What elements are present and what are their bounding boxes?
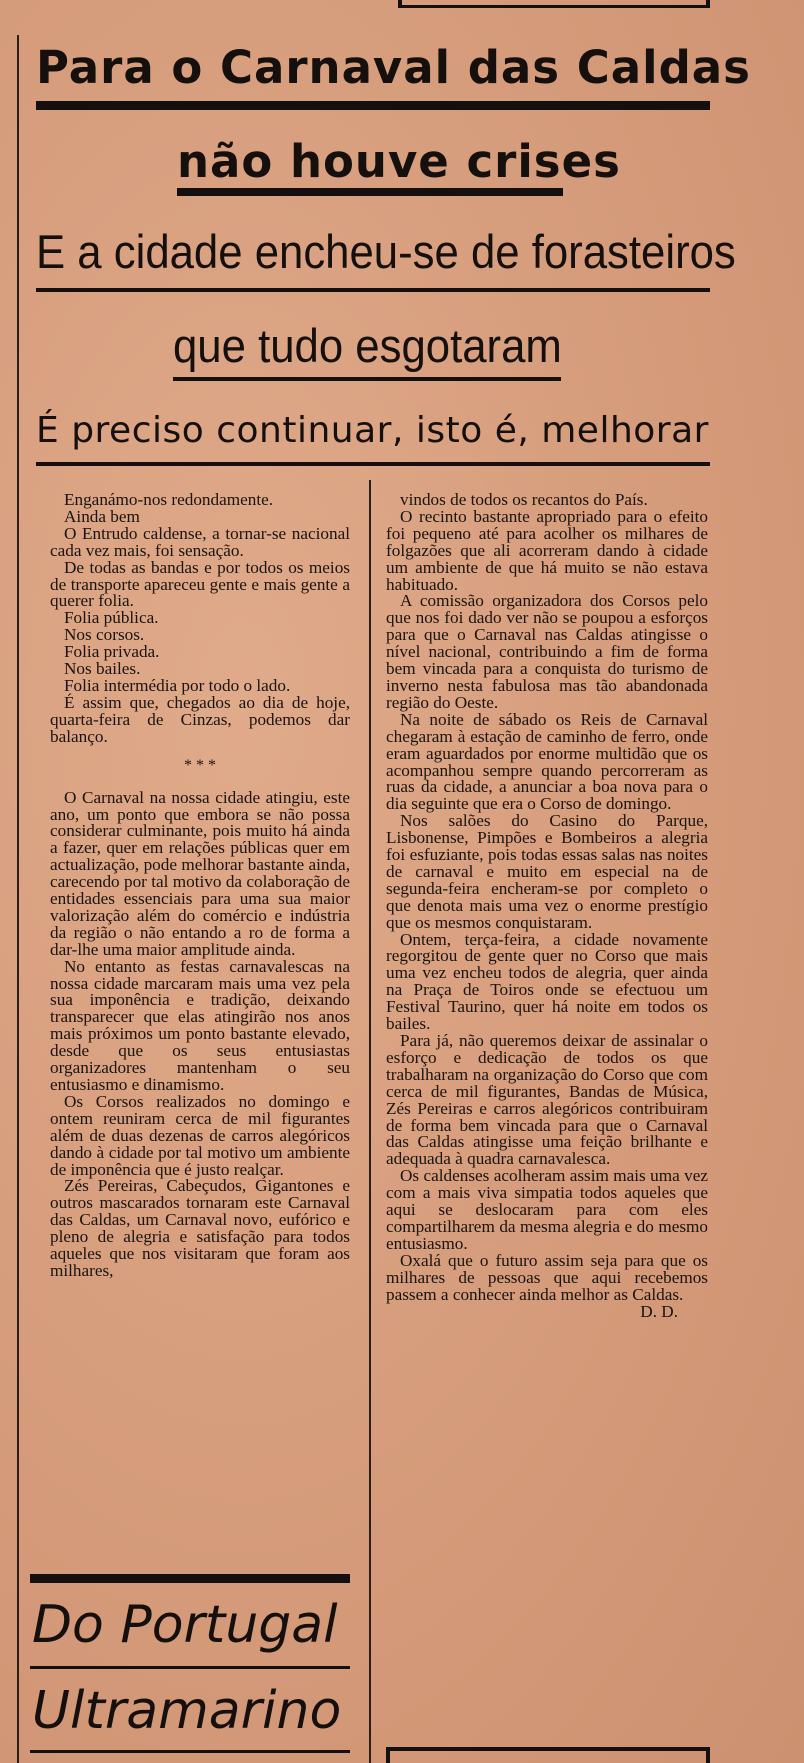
right-paragraph: Ontem, terça-feira, a cidade novamente regorgitou de gente quer no Corso que mais uma vez encheu todos de alegria, quer ainda na Praça de Toiros onde se efectuou um Festival Taurino, quer há noite em todos os bailes.: [386, 929, 708, 1034]
left-paragraph: Os Corsos realizados no domingo e ontem reuniram cerca de mil figurantes além de duas dezenas de carros alegóricos dando à cidade por tal motivo um ambiente de imponência que é justo realçar.: [50, 1091, 350, 1179]
headline-rule-2: [177, 188, 563, 196]
top-frame-right: [706, 0, 710, 8]
subhead-rule-1: [36, 288, 710, 292]
left-paragraph: Nos corsos.: [64, 625, 145, 645]
bottom-frame-left: [386, 1747, 390, 1763]
next-article-title-1: Do Portugal: [32, 1595, 338, 1655]
subhead-line-1: E a cidade encheu-se de forasteiros: [36, 225, 736, 278]
left-paragraph: O Carnaval na nossa cidade atingiu, este ano, um ponto que embora se não possa considerar culminante, pois muito há ainda a fazer, quer em relações públicas quer em actualização, pode melhorar bastante ainda, carecendo por tal motivo da colaboração de entidades essenciais para uma sua maior valorização além do comércio e indústria da região o não entando a ro de forma a dar-lhe uma maior amplitude ainda.: [50, 787, 350, 959]
left-paragraph: Zés Pereiras, Cabeçudos, Gigantones e outros mascarados tornaram este Carnaval das Caldas, um Carnaval novo, eufórico e pleno de alegria e satisfação para todos aqueles que nos visitaram que foram aos milhares,: [50, 1176, 350, 1280]
bottom-frame-right: [706, 1747, 710, 1763]
next-article-title-2: Ultramarino: [32, 1681, 342, 1741]
right-paragraph: vindos de todos os recantos do País.: [400, 490, 648, 509]
right-paragraph: Nos salões do Casino do Parque, Lisbonense, Pimpões e Bombeiros a alegria foi esfuziante, pois todas essas salas nas noites de carnaval e muito em especial na de segunda-feira encheram-se por completo o que denota mais uma vez o enorme prestígio que os mesmos conquistaram.: [386, 811, 708, 932]
tagline: É preciso continuar, isto é, melhorar: [36, 410, 709, 451]
tagline-rule: [36, 462, 710, 466]
top-frame-bottom: [398, 5, 710, 8]
right-paragraph: Oxalá que o futuro assim seja para que os milhares de pessoas que aqui recebemos passem a conhecer ainda melhor as Caldas.: [386, 1250, 708, 1304]
right-paragraph: Na noite de sábado os Reis de Carnaval chegaram à estação de caminho de ferro, onde eram aguardados por enorme multidão que os acompanhou sempre quando percorreram as ruas da cidade, a anunciar a boa nova para o dia seguinte que era o Corso de domingo.: [386, 709, 708, 814]
left-paragraph: Folia intermédia por todo o lado.: [64, 675, 291, 695]
subhead-rule-2: [173, 377, 561, 381]
next-article-rule-top: [30, 1574, 350, 1583]
bottom-frame-top: [386, 1747, 710, 1751]
right-paragraph: Para já, não queremos deixar de assinalar o esforço e dedicação de todos os que trabalharam na organização do Corso que com cerca de mil figurantes, Bandas de Música, Zés Pereiras e carros alegóricos contribuiram de forma bem vincada para que o Carnaval das Caldas atingisse uma feição brilhante e adequada à quadra carnavalesca.: [386, 1031, 708, 1169]
right-paragraph: A comissão organizadora dos Corsos pelo que nos foi dado ver não se poupou a esforços para que o Carnaval nas Caldas atingisse o nível nacional, contribuindo a fim de forma bem vincada para a conquista do turismo de inverno nesta fabulosa mas tão abandonada região do Oeste.: [386, 591, 708, 712]
next-article-rule-mid: [30, 1666, 350, 1669]
left-column: [50, 492, 350, 1280]
headline-line-1: Para o Carnaval das Caldas: [36, 41, 751, 94]
subhead-line-2: que tudo esgotaram: [173, 319, 562, 372]
right-paragraph: Os caldenses acolheram assim mais uma vez com a mais viva simpatia todos aqueles que aqui se deslocaram para com eles compartilharem da mesma alegria e do mesmo entusiasmo.: [386, 1166, 708, 1253]
left-paragraph: É assim que, chegados ao dia de hoje, quarta-feira de Cinzas, podemos dar balanço.: [50, 692, 350, 746]
left-paragraph: Folia privada.: [64, 642, 160, 662]
column-divider: [369, 480, 371, 1763]
left-paragraph: O Entrudo caldense, a tornar-se nacional cada vez mais, foi sensação.: [50, 523, 350, 560]
headline-line-2: não houve crises: [177, 135, 621, 188]
left-paragraph: Ainda bem: [64, 506, 140, 526]
left-paragraph: Enganámo-nos redondamente.: [64, 490, 274, 509]
left-paragraph: No entanto as festas carnavalescas na nossa cidade marcaram mais uma vez pela sua imponência e tradição, deixando transparecer que elas atingirão nos anos mais próximos um ponto bastante elevado, desde que os seus entusiastas organizadores mantenham o seu entusiasmo e dinamismo.: [50, 956, 350, 1094]
left-paragraph: De todas as bandas e por todos os meios de transporte apareceu gente e mais gente a querer folia.: [50, 557, 350, 611]
author-signature: D. D.: [640, 1301, 678, 1321]
section-separator: * * *: [184, 756, 216, 774]
next-article-rule-bottom: [30, 1750, 350, 1753]
right-paragraph: O recinto bastante apropriado para o efeito foi pequeno até para acolher os milhares de folgazões que ali acorreram dando à cidade um ambiente de que há muito se não estava habituado.: [386, 506, 708, 594]
left-paragraph: Nos bailes.: [64, 659, 141, 679]
left-column-border: [17, 35, 19, 1763]
headline-rule-1: [36, 101, 710, 110]
right-column: [386, 492, 708, 1320]
left-paragraph: Folia pública.: [64, 608, 159, 628]
